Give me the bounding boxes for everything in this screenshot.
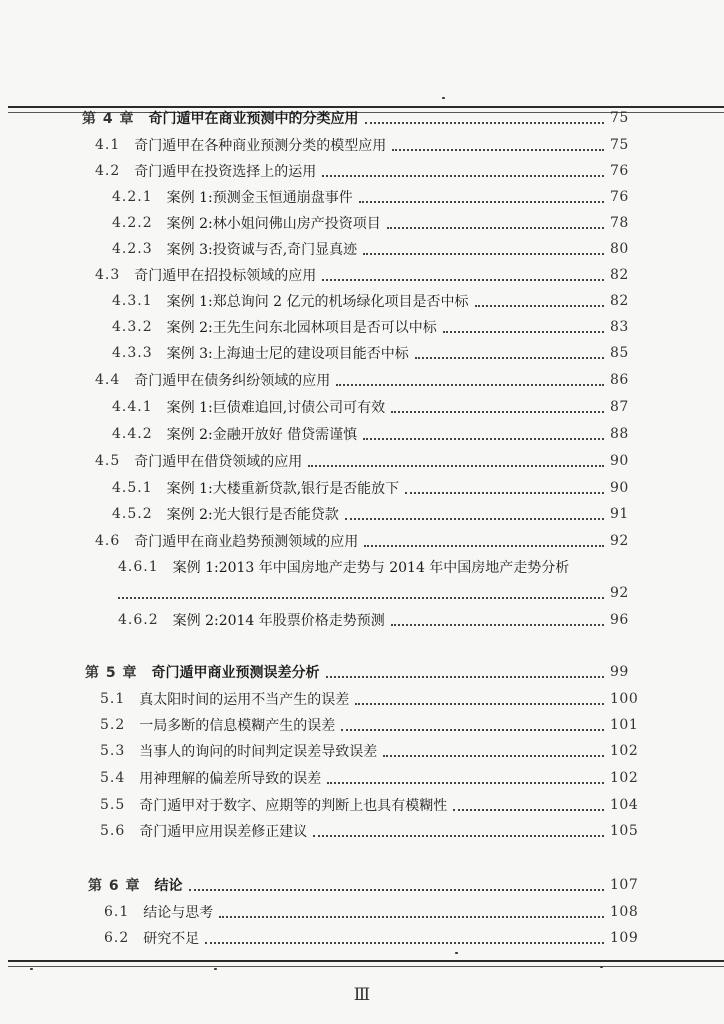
toc-chapter-4[interactable] [82,107,674,129]
chapter-title: 奇门遁甲在商业预测中的分类应用 [148,111,359,127]
dot-leader [453,808,604,811]
toc-subsection-4-6-2[interactable] [118,609,674,631]
toc-section-4-5[interactable] [95,450,674,472]
subsection-title: 案例 2:金融开放好 借贷需谨慎 [166,427,358,443]
toc-section-5-5[interactable] [100,794,674,816]
dot-leader [405,491,604,494]
page-number: 85 [610,345,629,361]
toc-subsection-4-3-3[interactable] [112,342,674,364]
chapter-title: 结论 [154,878,183,894]
dot-leader [219,915,604,918]
subsection-number: 4.6.2 [118,612,159,628]
page-folio: Ⅲ [353,985,371,1005]
dot-leader [118,596,604,599]
page-number: 87 [610,399,629,415]
dot-leader [363,252,604,255]
dot-leader [359,200,604,203]
section-title: 真太阳时间的运用不当产生的误差 [139,692,350,708]
page-number: 96 [610,612,629,628]
subsection-title: 案例 2:2014 年股票价格走势预测 [172,613,385,629]
subsection-number: 4.4.2 [112,426,153,442]
toc-subsection-4-6-1-continuation[interactable] [118,582,674,604]
section-number: 5.3 [100,743,126,759]
section-title: 奇门遁甲在商业趋势预测领域的应用 [134,534,359,550]
dot-leader [205,941,604,944]
section-title: 奇门遁甲对于数字、应期等的判断上也具有模糊性 [139,798,448,814]
section-title: 用神理解的偏差所导致的误差 [139,771,322,787]
dot-leader [326,675,605,678]
page-number: 101 [610,717,639,733]
page-number: 104 [610,797,639,813]
dot-leader [391,623,604,626]
section-title: 结论与思考 [143,905,214,921]
section-number: 4.2 [95,163,121,179]
page-number: 91 [610,506,629,522]
scan-speck [30,968,33,970]
toc-section-5-1[interactable] [100,688,674,710]
dot-leader [364,544,604,547]
dot-leader [363,437,604,440]
section-title: 奇门遁甲在招投标领域的应用 [134,268,317,284]
section-title: 奇门遁甲在借贷领域的应用 [134,454,303,470]
dot-leader [322,278,604,281]
page-number: 76 [610,189,629,205]
section-title: 奇门遁甲在各种商业预测分类的模型应用 [134,138,387,154]
subsection-number: 4.3.3 [112,345,153,361]
dot-leader [415,356,604,359]
toc-section-4-6[interactable] [95,530,674,552]
dot-leader [313,834,604,837]
subsection-title: 案例 2:王先生问东北园林项目是否可以中标 [166,320,437,336]
section-number: 6.1 [104,904,130,920]
page-number: 86 [610,372,629,388]
page-number: 92 [610,585,629,601]
section-number: 6.2 [104,930,130,946]
dot-leader [341,728,604,731]
page-number: 102 [610,743,639,759]
page-number: 88 [610,426,629,442]
section-number: 4.5 [95,453,121,469]
section-title: 研究不足 [143,931,200,947]
subsection-number: 4.3.1 [112,293,153,309]
toc-subsection-4-3-2[interactable] [112,316,674,338]
subsection-number: 4.6.1 [118,559,159,575]
page-number: 105 [610,823,639,839]
section-number: 5.2 [100,717,126,733]
page-number: 80 [610,241,629,257]
toc-subsection-4-3-1[interactable] [112,290,674,312]
dot-leader [475,304,604,307]
dot-leader [392,148,604,151]
page-number: 99 [610,664,629,680]
toc-section-4-3[interactable] [95,264,674,286]
dot-leader [365,121,605,124]
section-number: 5.4 [100,770,126,786]
toc-subsection-4-5-2[interactable] [112,503,674,525]
dot-leader [383,754,604,757]
section-number: 4.6 [95,533,121,549]
section-number: 5.1 [100,691,126,707]
subsection-title: 案例 3:上海迪士尼的建设项目能否中标 [166,346,409,362]
section-number: 5.6 [100,823,126,839]
toc-chapter-6[interactable] [88,874,674,896]
section-title: 当事人的询问的时间判定误差导致误差 [139,744,378,760]
dot-leader [322,174,604,177]
page-number: 82 [610,293,629,309]
toc-section-4-2[interactable] [95,160,674,182]
dot-leader [189,888,605,891]
toc-section-5-6[interactable] [100,820,674,842]
toc-section-6-2[interactable] [104,927,674,949]
subsection-title: 案例 1:预测金玉恒通崩盘事件 [166,190,353,206]
subsection-title: 案例 1:大楼重新贷款,银行是否能放下 [166,481,400,497]
page-number: 76 [610,163,629,179]
toc-subsection-4-2-3[interactable] [112,238,674,260]
toc-section-5-4[interactable] [100,767,674,789]
subsection-title: 案例 3:投资诚与否,奇门显真迹 [166,242,358,258]
scan-speck [455,952,458,954]
chapter-number: 第 4 章 [82,111,135,127]
section-number: 5.5 [100,797,126,813]
page-number: 90 [610,480,629,496]
subsection-title: 案例 2:林小姐问佛山房产投资项目 [166,216,381,232]
toc-subsection-4-4-2[interactable] [112,423,674,445]
page-number: 100 [610,691,639,707]
subsection-number: 4.5.2 [112,506,153,522]
bottom-rule [8,960,724,962]
dot-leader [387,226,604,229]
section-number: 4.1 [95,137,121,153]
toc-section-6-1[interactable] [104,901,674,923]
page-number: 107 [610,877,639,893]
page-number: 90 [610,453,629,469]
subsection-title: 案例 1:2013 年中国房地产走势与 2014 年中国房地产走势分析 [172,560,570,576]
toc-section-4-1[interactable] [95,134,674,156]
subsection-number: 4.5.1 [112,480,153,496]
subsection-number: 4.2.1 [112,189,153,205]
page-number: 83 [610,319,629,335]
toc-subsection-4-2-1[interactable] [112,186,674,208]
toc-subsection-4-2-2[interactable] [112,212,674,234]
page-number: 102 [610,770,639,786]
page-number: 78 [610,215,629,231]
toc-section-4-4[interactable] [95,369,674,391]
toc-subsection-4-6-1[interactable] [118,556,674,578]
subsection-title: 案例 1:郑总询问 2 亿元的机场绿化项目是否中标 [166,294,469,310]
dot-leader [308,464,604,467]
section-title: 奇门遁甲在债务纠纷领域的应用 [134,373,331,389]
dot-leader [443,330,604,333]
section-number: 4.3 [95,267,121,283]
toc-section-5-2[interactable] [100,714,674,736]
page-number: 108 [610,904,639,920]
subsection-number: 4.4.1 [112,399,153,415]
toc-subsection-4-5-1[interactable] [112,477,674,499]
section-title: 一局多断的信息模糊产生的误差 [139,718,336,734]
dot-leader [391,410,604,413]
dot-leader [355,702,604,705]
page-number: 75 [610,110,629,126]
toc-chapter-5[interactable] [85,661,674,683]
subsection-number: 4.3.2 [112,319,153,335]
chapter-number: 第 5 章 [85,665,138,681]
subsection-title: 案例 1:巨债难追回,讨债公司可有效 [166,400,386,416]
dot-leader [336,383,604,386]
page-number: 109 [610,930,639,946]
section-number: 4.4 [95,372,121,388]
scan-speck [600,966,603,968]
scan-speck [214,968,217,970]
section-title: 奇门遁甲在投资选择上的运用 [134,164,317,180]
toc-subsection-4-4-1[interactable] [112,396,674,418]
toc-section-5-3[interactable] [100,740,674,762]
dot-leader [345,517,604,520]
subsection-number: 4.2.3 [112,241,153,257]
section-title: 奇门遁甲应用误差修正建议 [139,824,308,840]
page-number: 92 [610,533,629,549]
page-number: 75 [610,137,629,153]
chapter-title: 奇门遁甲商业预测误差分析 [151,665,320,681]
page-number: 82 [610,267,629,283]
dot-leader [327,781,604,784]
subsection-title: 案例 2:光大银行是否能贷款 [166,507,339,523]
chapter-number: 第 6 章 [88,878,141,894]
subsection-number: 4.2.2 [112,215,153,231]
